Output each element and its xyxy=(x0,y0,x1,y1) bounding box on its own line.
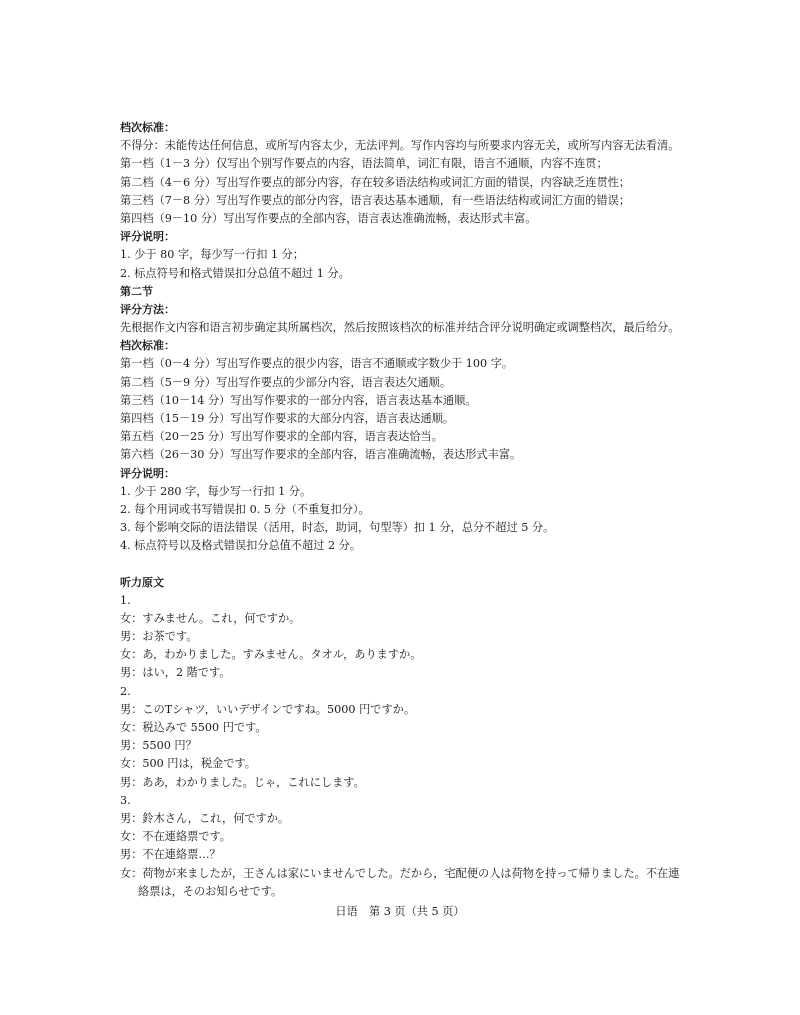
note-item: 4. 标点符号以及格式错误扣分总值不超过 2 分。 xyxy=(120,539,362,553)
criteria-item: 第二档（5－9 分）写出写作要点的少部分内容，语言表达欠通顺。 xyxy=(120,375,452,389)
dialogue-line: 女：荷物が来ましたが，王さんは家にいませんでした。だから，宅配便の人は荷物を持って帰りました。不在連 xyxy=(120,866,680,880)
dialogue-number: 2. xyxy=(120,684,131,698)
dialogue-line: 女：すみません。これ，何ですか。 xyxy=(120,611,301,625)
criteria-item: 第三档（10－14 分）写出写作要求的一部分内容，语言表达基本通顺。 xyxy=(120,393,477,407)
dialogue-line: 男：不在連絡票…？ xyxy=(120,848,221,862)
dialogue-line: 男：このTシャツ，いいデザインですね。5000 円ですか。 xyxy=(120,702,416,716)
method-text: 先根据作文内容和语言初步确定其所属档次，然后按照该档次的标准并结合评分说明确定或调整档次，最后给分。 xyxy=(120,321,680,335)
note-item: 1. 少于 280 字，每少写一行扣 1 分。 xyxy=(120,484,312,498)
method-heading: 评分方法： xyxy=(120,302,175,316)
dialogue-line: 男：ああ，わかりました。じゃ，これにします。 xyxy=(120,775,365,789)
note-item: 3. 每个影响交际的语法错误（活用，时态，助词，句型等）扣 1 分，总分不超过 5 分。 xyxy=(120,521,555,535)
spacer xyxy=(120,556,720,574)
notes-heading: 评分说明： xyxy=(120,230,175,244)
note-item: 2. 每个用词或书写错误扣 0. 5 分（不重复扣分）。 xyxy=(120,502,370,516)
dialogue-line: 男：はい，2 階です。 xyxy=(120,666,231,680)
notes-heading: 评分说明： xyxy=(120,466,175,480)
dialogue-line: 男：5500 円？ xyxy=(120,739,197,753)
dialogue-line: 男：鈴木さん，これ，何ですか。 xyxy=(120,811,290,825)
criteria-item: 第三档（7－8 分）写出写作要点的部分内容，语言表达基本通顺，有一些语法结构或词汇方面的错误； xyxy=(120,193,631,207)
dialogue-line-continued: 絡票は，そのお知らせです。 xyxy=(138,884,283,898)
criteria-heading: 档次标准： xyxy=(120,339,175,353)
criteria-item: 第六档（26－30 分）写出写作要求的全部内容，语言准确流畅，表达形式丰富。 xyxy=(120,448,522,462)
criteria-item: 第四档（9－10 分）写出写作要点的全部内容，语言表达准确流畅，表达形式丰富。 xyxy=(120,211,537,225)
dialogue-line: 女：500 円は，税金です。 xyxy=(120,757,256,771)
dialogue-number: 3. xyxy=(120,793,131,807)
dialogue-line: 女：税込みで 5500 円です。 xyxy=(120,721,267,734)
criteria-item: 第五档（20－25 分）写出写作要求的全部内容，语言表达恰当。 xyxy=(120,430,443,444)
note-item: 2. 标点符号和格式错误扣分总值不超过 1 分。 xyxy=(120,266,350,280)
dialogue-line: 男：お茶です。 xyxy=(120,630,198,644)
dialogue-line: 女：あ，わかりました。すみません。タオル，ありますか。 xyxy=(120,648,422,662)
criteria-heading: 档次标准： xyxy=(120,121,175,134)
section-title: 第二节 xyxy=(120,284,153,298)
listening-title: 听力原文 xyxy=(120,575,164,589)
criteria-item: 不得分：未能传达任何信息，或所写内容太少，无法评判。写作内容均与所要求内容无关，或所写内容无法看清。 xyxy=(120,139,680,153)
page-content xyxy=(120,119,720,901)
dialogue-number: 1. xyxy=(120,593,131,607)
dialogue-line: 女：不在連絡票です。 xyxy=(120,830,231,844)
criteria-item: 第一档（0－4 分）写出写作要点的很少内容，语言不通顺或字数少于 100 字。 xyxy=(120,357,514,371)
criteria-item: 第二档（4－6 分）写出写作要点的部分内容，存在较多语法结构或词汇方面的错误，内容缺乏连贯性； xyxy=(120,175,631,189)
criteria-item: 第一档（1－3 分）仅写出个别写作要点的内容，语法简单，词汇有限，语言不通顺，内容不连贯； xyxy=(120,157,608,171)
note-item: 1. 少于 80 字，每少写一行扣 1 分； xyxy=(120,248,305,262)
page-footer: 日语 第 3 页（共 5 页） xyxy=(335,905,465,918)
criteria-item: 第四档（15－19 分）写出写作要求的大部分内容，语言表达通顺。 xyxy=(120,412,455,425)
